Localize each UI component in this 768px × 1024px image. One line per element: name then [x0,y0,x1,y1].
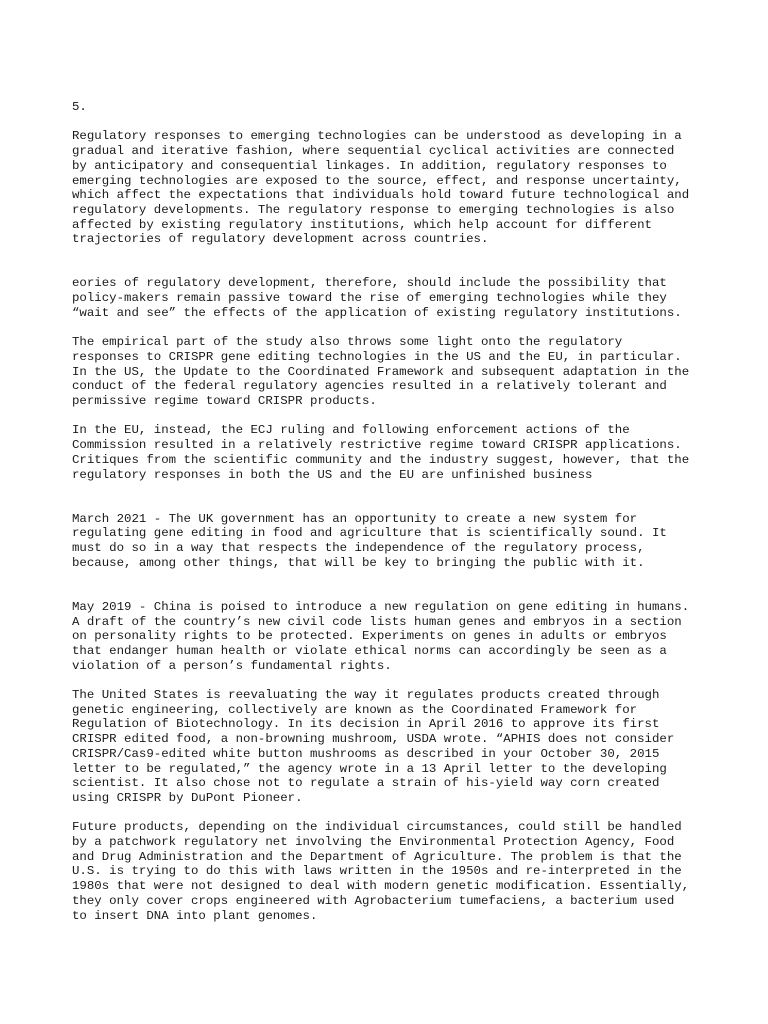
text-line: May 2019 - China is poised to introduce a new regulation on gene editing in humans. [72,599,690,614]
spacer [72,115,712,130]
spacer [72,673,712,688]
text-line: violation of a person’s fundamental rights. [72,658,392,673]
text-line: trajectories of regulatory development across countries. [72,232,489,247]
text-line: letter to be regulated,” the agency wrote in a 13 April letter to the developing [72,761,667,776]
text-line: by anticipatory and consequential linkages. In addition, regulatory responses to [72,158,667,173]
paragraph-us-reevaluating [72,688,712,806]
text-line: must do so in a way that respects the independence of the regulatory process, [72,541,645,556]
text-line: to insert DNA into plant genomes. [72,908,318,923]
text-line: CRISPR edited food, a non-browning mushroom, USDA wrote. “APHIS does not consider [72,732,675,747]
paragraph-uk-2021 [72,512,712,571]
text-line: CRISPR/Cas9-edited white button mushrooms as described in your October 30, 2015 [72,746,660,761]
text-line: by a patchwork regulatory net involving the Environmental Protection Agency, Food [72,835,675,850]
spacer [72,570,712,599]
text-line: March 2021 - The UK government has an opportunity to create a new system for [72,511,638,526]
paragraph-future-products [72,820,712,923]
text-line: A draft of the country’s new civil code lists human genes and embryos in a section [72,614,682,629]
text-line: responses to CRISPR gene editing technologies in the US and the EU, in particular. [72,349,682,364]
text-line: genetic engineering, collectively are known as the Coordinated Framework for [72,702,638,717]
paragraph-theories [72,276,712,320]
text-line: Future products, depending on the individual circumstances, could still be handled [72,820,682,835]
paragraph-regulatory-responses [72,129,712,247]
text-line: gradual and iterative fashion, where sequential cyclical activities are connected [72,144,675,159]
text-line: The United States is reevaluating the way it regulates products created through [72,688,660,703]
text-line: Regulatory responses to emerging technologies can be understood as developing in a [72,129,682,144]
text-line: regulatory responses in both the US and the EU are unfinished business [72,467,593,482]
text-line: 1980s that were not designed to deal with modern genetic modification. Essentially, [72,879,690,894]
text-line: permissive regime toward CRISPR products. [72,394,377,409]
text-line: conduct of the federal regulatory agencies resulted in a relatively tolerant and [72,379,667,394]
text-line: Critiques from the scientific community and the industry suggest, however, that the [72,452,690,467]
page-number: 5. [72,100,87,114]
text-line: The empirical part of the study also throws some light onto the regulatory [72,335,623,350]
text-line: In the US, the Update to the Coordinated Framework and subsequent adaptation in the [72,364,690,379]
text-line: eories of regulatory development, therefore, should include the possibility that [72,276,667,291]
spacer [72,409,712,424]
text-line: Commission resulted in a relatively restrictive regime toward CRISPR applications. [72,438,682,453]
paragraph-empirical-us [72,335,712,409]
text-line: that endanger human health or violate ethical norms can accordingly be seen as a [72,643,667,658]
document-page [72,100,712,923]
paragraph-china-2019 [72,600,712,674]
text-line: In the EU, instead, the ECJ ruling and following enforcement actions of the [72,423,630,438]
text-line: which affect the expectations that individuals hold toward future technological and [72,188,690,203]
text-line: on personality rights to be protected. Experiments on genes in adults or embryos [72,629,667,644]
text-line: they only cover crops engineered with Agrobacterium tumefaciens, a bacterium used [72,893,675,908]
text-line: affected by existing regulatory institutions, which help account for different [72,217,652,232]
spacer [72,321,712,336]
text-line: regulatory developments. The regulatory response to emerging technologies is also [72,202,675,217]
text-line: Regulation of Biotechnology. In its decision in April 2016 to approve its first [72,717,660,732]
text-line: emerging technologies are exposed to the source, effect, and response uncertainty, [72,173,682,188]
paragraph-eu [72,423,712,482]
text-line: and Drug Administration and the Department of Agriculture. The problem is that the [72,849,682,864]
text-line: U.S. is trying to do this with laws written in the 1950s and re-interpreted in the [72,864,682,879]
text-line: because, among other things, that will be key to bringing the public with it. [72,555,645,570]
text-line: using CRISPR by DuPont Pioneer. [72,790,303,805]
spacer [72,806,712,821]
spacer [72,482,712,511]
text-line: regulating gene editing in food and agriculture that is scientifically sound. It [72,526,667,541]
spacer [72,247,712,276]
text-line: policy-makers remain passive toward the rise of emerging technologies while they [72,291,667,306]
text-line: “wait and see” the effects of the application of existing regulatory institutions. [72,305,682,320]
text-line: scientist. It also chose not to regulate a strain of his-yield way corn created [72,776,660,791]
